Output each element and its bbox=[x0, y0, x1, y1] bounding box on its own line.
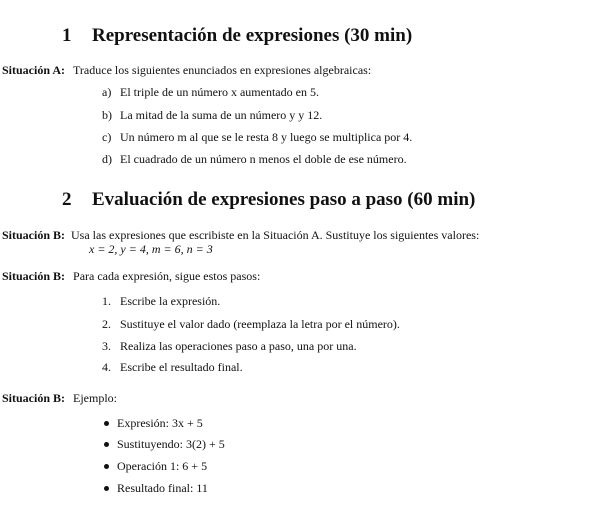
situation-values: x = 2, y = 4, m = 6, n = 3 bbox=[89, 242, 213, 256]
section-number: 1 bbox=[62, 25, 72, 46]
situation-b-example bbox=[2, 389, 117, 407]
section-number: 2 bbox=[62, 189, 72, 210]
item-text: Escribe la expresión. bbox=[120, 294, 221, 308]
list-item bbox=[102, 130, 412, 145]
section-title: Representación de expresiones (30 min) bbox=[92, 25, 413, 46]
item-marker: b) bbox=[102, 108, 112, 122]
situation-label: Situación A: bbox=[2, 63, 66, 77]
list-item bbox=[102, 294, 220, 309]
situation-text: Ejemplo: bbox=[73, 391, 118, 405]
situation-label: Situación B: bbox=[2, 391, 66, 405]
list-item bbox=[102, 108, 322, 123]
item-marker: 3. bbox=[102, 339, 111, 353]
list-item bbox=[102, 339, 357, 354]
section-title: Evaluación de expresiones paso a paso (60 min) bbox=[92, 189, 476, 210]
item-text: Operación 1: 6 + 5 bbox=[117, 459, 208, 473]
list-item bbox=[104, 481, 208, 496]
situation-label: Situación B: bbox=[2, 228, 66, 242]
item-marker: 2. bbox=[102, 317, 111, 331]
item-marker: c) bbox=[102, 130, 112, 144]
list-item bbox=[104, 459, 207, 474]
item-text: La mitad de la suma de un número y y 12. bbox=[120, 108, 323, 122]
item-marker: 4. bbox=[102, 360, 111, 374]
situation-text: Usa las expresiones que escribiste en la Situación A. Sustituye los siguientes valores: bbox=[71, 228, 480, 242]
item-text: Sustituyendo: 3(2) + 5 bbox=[117, 437, 225, 451]
item-marker: a) bbox=[102, 85, 112, 99]
bullet-icon bbox=[104, 421, 109, 426]
situation-b-values bbox=[2, 226, 479, 244]
section-2-heading bbox=[62, 189, 475, 211]
bullet-icon bbox=[104, 442, 109, 447]
item-text: Un número m al que se le resta 8 y luego se multiplica por 4. bbox=[120, 130, 413, 144]
list-item bbox=[102, 85, 319, 100]
list-item bbox=[102, 360, 243, 375]
list-item bbox=[102, 317, 400, 332]
section-1-heading bbox=[62, 25, 412, 47]
situation-b-steps bbox=[2, 267, 260, 285]
situation-text: Traduce los siguientes enunciados en expresiones algebraicas: bbox=[73, 63, 372, 77]
list-item bbox=[102, 152, 407, 167]
item-text: Realiza las operaciones paso a paso, una por una. bbox=[120, 339, 357, 353]
situation-a bbox=[2, 61, 371, 79]
item-marker: 1. bbox=[102, 294, 111, 308]
situation-label: Situación B: bbox=[2, 269, 66, 283]
situation-text: Para cada expresión, sigue estos pasos: bbox=[73, 269, 261, 283]
item-marker: d) bbox=[102, 152, 112, 166]
list-item bbox=[104, 437, 225, 452]
item-text: Escribe el resultado final. bbox=[120, 360, 243, 374]
list-item bbox=[104, 416, 203, 431]
item-text: Sustituye el valor dado (reemplaza la letra por el número). bbox=[120, 317, 400, 331]
bullet-icon bbox=[104, 486, 109, 491]
item-text: El triple de un número x aumentado en 5. bbox=[120, 85, 319, 99]
bullet-icon bbox=[104, 464, 109, 469]
item-text: Resultado final: 11 bbox=[117, 481, 208, 495]
item-text: Expresión: 3x + 5 bbox=[117, 416, 203, 430]
item-text: El cuadrado de un número n menos el doble de ese número. bbox=[120, 152, 407, 166]
